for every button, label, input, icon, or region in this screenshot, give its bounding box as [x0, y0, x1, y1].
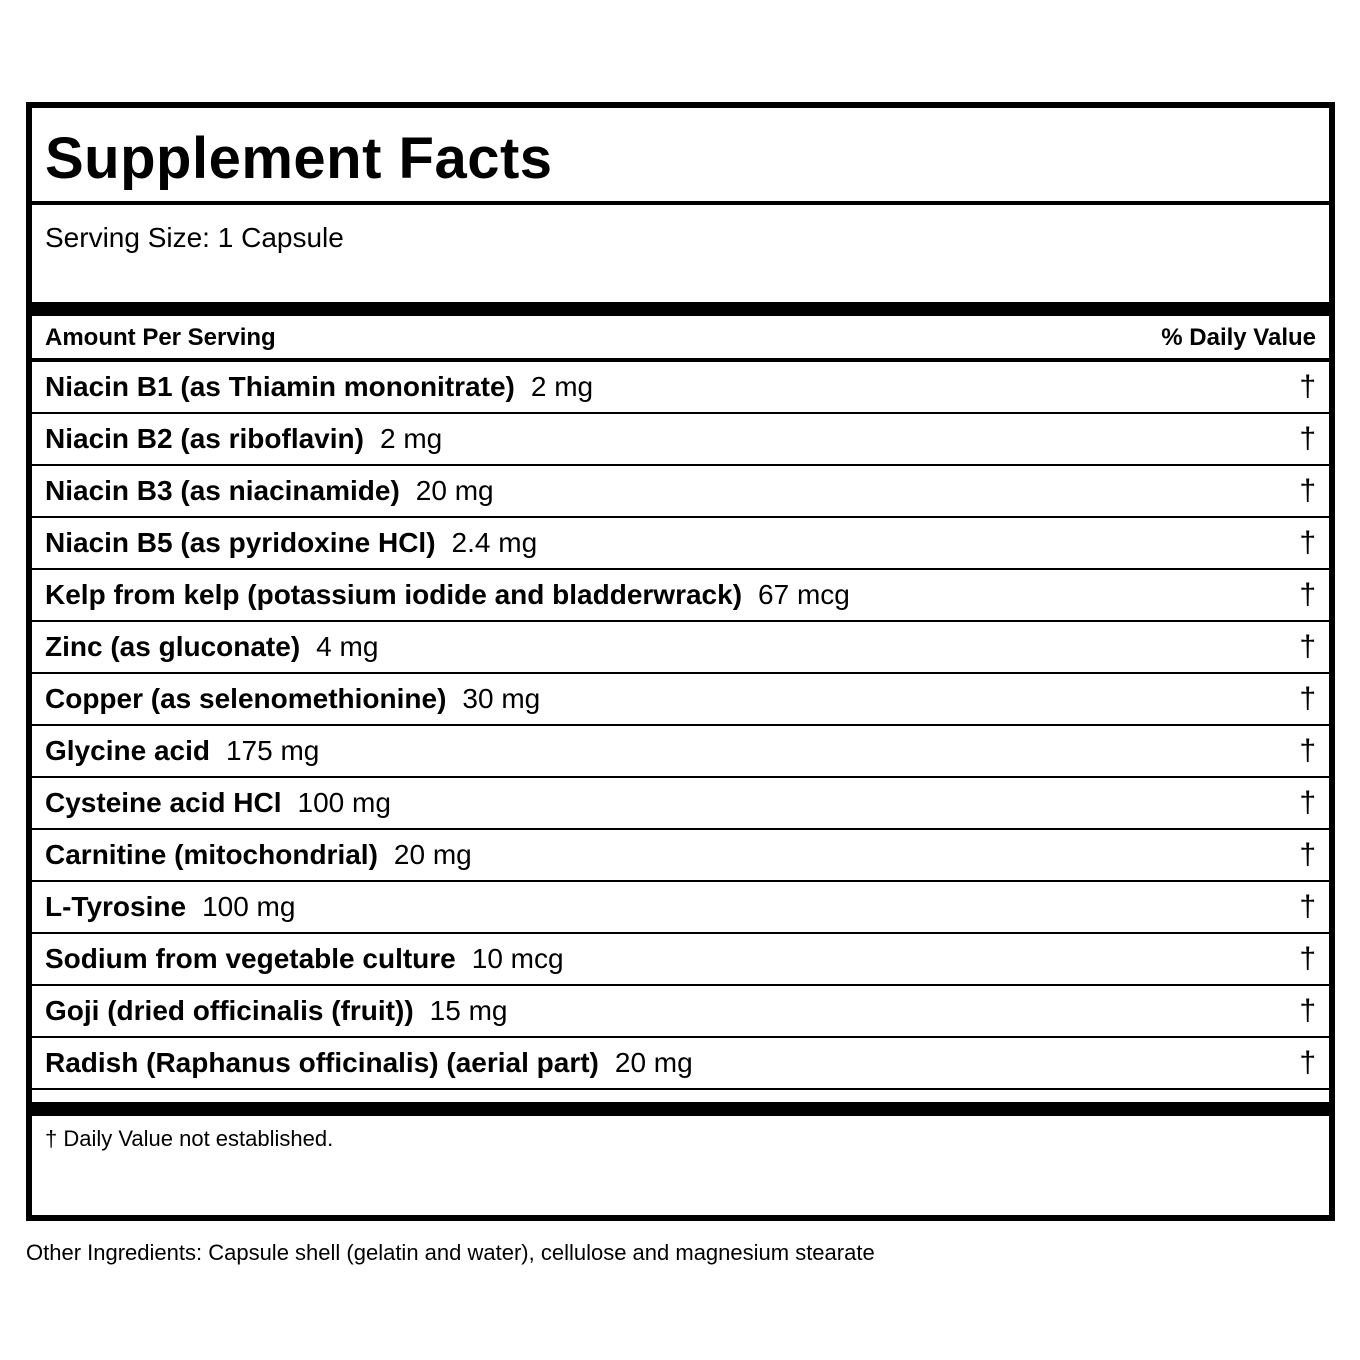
ingredient-amount: 20 mg: [415, 475, 494, 506]
ingredient-daily-value: †: [1299, 942, 1316, 975]
ingredient-amount: 10 mcg: [471, 943, 564, 974]
ingredient-name: Niacin B1 (as Thiamin mononitrate): [45, 371, 515, 402]
ingredient-text: [45, 578, 850, 612]
ingredient-name: Sodium from vegetable culture: [45, 943, 456, 974]
ingredient-text: [45, 1046, 693, 1080]
table-row: [32, 570, 1329, 622]
table-row: [32, 414, 1329, 466]
ingredient-daily-value: †: [1299, 786, 1316, 819]
ingredient-text: [45, 682, 540, 716]
footnote: † Daily Value not established.: [45, 1126, 334, 1151]
table-row: [32, 674, 1329, 726]
table-header: [32, 316, 1329, 362]
amount-per-serving-header: Amount Per Serving: [45, 324, 276, 351]
ingredient-daily-value: †: [1299, 630, 1316, 663]
table-row: [32, 882, 1329, 934]
daily-value-header: % Daily Value: [1161, 324, 1316, 351]
ingredient-amount: 100 mg: [297, 787, 391, 818]
table-row: [32, 934, 1329, 986]
ingredient-name: Kelp from kelp (potassium iodide and bladderwrack): [45, 579, 743, 610]
ingredient-name: Zinc (as gluconate): [45, 631, 301, 662]
table-row: [32, 362, 1329, 414]
ingredient-daily-value: †: [1299, 838, 1316, 871]
ingredient-name: Radish (Raphanus officinalis) (aerial part): [45, 1047, 599, 1078]
ingredient-amount: 20 mg: [393, 839, 472, 870]
ingredient-name: Niacin B5 (as pyridoxine HCl): [45, 527, 436, 558]
ingredient-amount: 20 mg: [614, 1047, 693, 1078]
ingredient-text: [45, 890, 295, 924]
supplement-facts-label: [26, 102, 1335, 1221]
ingredient-name: Cysteine acid HCl: [45, 787, 282, 818]
ingredient-text: [45, 942, 564, 976]
ingredient-name: L-Tyrosine: [45, 891, 187, 922]
ingredient-list: [32, 362, 1329, 1090]
ingredient-text: [45, 422, 442, 456]
table-row: [32, 1038, 1329, 1090]
ingredient-daily-value: †: [1299, 734, 1316, 767]
title-section: [32, 108, 1329, 205]
ingredient-name: Copper (as selenomethionine): [45, 683, 447, 714]
ingredient-daily-value: †: [1299, 526, 1316, 559]
label-title: Supplement Facts: [45, 126, 553, 191]
serving-section: [32, 205, 1329, 302]
ingredient-daily-value: †: [1299, 890, 1316, 923]
table-row: [32, 986, 1329, 1038]
ingredient-amount: 30 mg: [462, 683, 541, 714]
table-row: [32, 778, 1329, 830]
ingredient-text: [45, 370, 593, 404]
ingredient-amount: 2.4 mg: [451, 527, 538, 558]
ingredient-name: Goji (dried officinalis (fruit)): [45, 995, 414, 1026]
other-ingredients: Other Ingredients: Capsule shell (gelatin and water), cellulose and magnesium stearate: [26, 1240, 875, 1265]
thick-divider-bottom: [32, 1102, 1329, 1116]
table-row: [32, 830, 1329, 882]
ingredient-name: Niacin B2 (as riboflavin): [45, 423, 364, 454]
ingredient-amount: 15 mg: [429, 995, 508, 1026]
ingredient-daily-value: †: [1299, 1046, 1316, 1079]
ingredient-text: [45, 786, 391, 820]
ingredient-daily-value: †: [1299, 682, 1316, 715]
table-row: [32, 622, 1329, 674]
ingredient-daily-value: †: [1299, 994, 1316, 1027]
footnote-section: [32, 1116, 1329, 1212]
ingredient-daily-value: †: [1299, 474, 1316, 507]
ingredient-name: Carnitine (mitochondrial): [45, 839, 378, 870]
ingredient-name: Niacin B3 (as niacinamide): [45, 475, 400, 506]
table-row: [32, 518, 1329, 570]
ingredient-text: [45, 526, 537, 560]
thick-divider-top: [32, 302, 1329, 316]
ingredient-amount: 67 mcg: [758, 579, 850, 610]
ingredient-daily-value: †: [1299, 578, 1316, 611]
table-row: [32, 466, 1329, 518]
ingredient-name: Glycine acid: [45, 735, 210, 766]
ingredient-text: [45, 474, 494, 508]
ingredient-amount: 2 mg: [530, 371, 594, 402]
ingredient-amount: 175 mg: [225, 735, 320, 766]
ingredient-amount: 4 mg: [316, 631, 379, 662]
ingredient-daily-value: †: [1299, 370, 1316, 403]
table-row: [32, 726, 1329, 778]
ingredient-text: [45, 838, 472, 872]
serving-size: Serving Size: 1 Capsule: [45, 222, 344, 253]
ingredient-text: [45, 734, 319, 768]
spacer: [32, 1090, 1329, 1102]
ingredient-amount: 100 mg: [202, 891, 296, 922]
ingredient-amount: 2 mg: [379, 423, 443, 454]
ingredient-text: [45, 994, 507, 1028]
ingredient-text: [45, 630, 378, 664]
ingredient-daily-value: †: [1299, 422, 1316, 455]
